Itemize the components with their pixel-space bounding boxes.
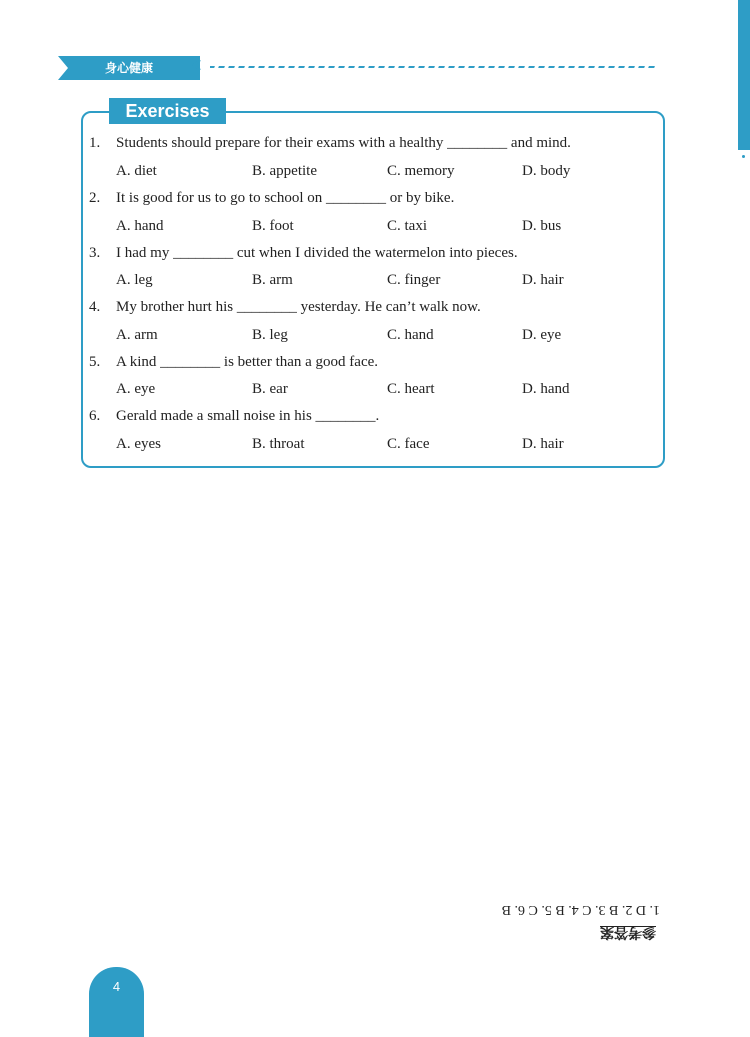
question-text: Gerald made a small noise in his ________. — [116, 408, 380, 424]
option-a: A. hand — [116, 218, 164, 234]
answer-key-title: 参考答案 — [600, 924, 656, 940]
option-c: C. finger — [387, 272, 441, 288]
option-c: C. hand — [387, 327, 434, 343]
edge-color-bar — [738, 0, 750, 150]
option-c: C. face — [387, 436, 430, 452]
answer-key-text: 1. D 2. B 3. C 4. B 5. C 6. B — [501, 902, 660, 917]
section-banner — [58, 56, 203, 80]
option-d: D. bus — [522, 218, 562, 234]
question-text: A kind ________ is better than a good face. — [116, 354, 379, 370]
option-b: B. arm — [252, 272, 293, 288]
question-text: I had my ________ cut when I divided the watermelon into pieces. — [116, 245, 518, 261]
question-number: 4. — [89, 299, 101, 315]
option-a: A. arm — [116, 327, 158, 343]
page-number: 4 — [112, 979, 121, 994]
option-b: B. throat — [252, 436, 305, 452]
question-number: 5. — [89, 354, 101, 370]
option-b: B. leg — [252, 327, 288, 343]
exercises-heading: Exercises — [109, 98, 226, 124]
option-d: D. hair — [522, 436, 564, 452]
page-number-tab — [89, 967, 144, 1037]
section-title: 身心健康 — [104, 61, 153, 75]
question-text: It is good for us to go to school on ________ or by bike. — [116, 190, 455, 206]
question-text: My brother hurt his ________ yesterday. He can’t walk now. — [116, 299, 481, 315]
option-d: D. hair — [522, 272, 564, 288]
question-text: Students should prepare for their exams with a healthy ________ and mind. — [116, 135, 571, 151]
option-d: D. hand — [522, 381, 570, 397]
option-a: A. diet — [116, 163, 157, 179]
question-number: 3. — [89, 245, 101, 261]
dashed-divider — [210, 63, 660, 71]
question-number: 6. — [89, 408, 101, 424]
question-number: 1. — [89, 135, 101, 151]
edge-dot — [742, 155, 745, 158]
option-c: C. memory — [387, 163, 455, 179]
option-d: D. body — [522, 163, 571, 179]
option-c: C. heart — [387, 381, 435, 397]
option-a: A. eye — [116, 381, 156, 397]
option-b: B. appetite — [252, 163, 317, 179]
option-b: B. ear — [252, 381, 288, 397]
option-a: A. eyes — [116, 436, 161, 452]
option-d: D. eye — [522, 327, 562, 343]
option-c: C. taxi — [387, 218, 427, 234]
option-b: B. foot — [252, 218, 294, 234]
question-number: 2. — [89, 190, 101, 206]
option-a: A. leg — [116, 272, 153, 288]
chevron-left-icon — [190, 58, 204, 72]
